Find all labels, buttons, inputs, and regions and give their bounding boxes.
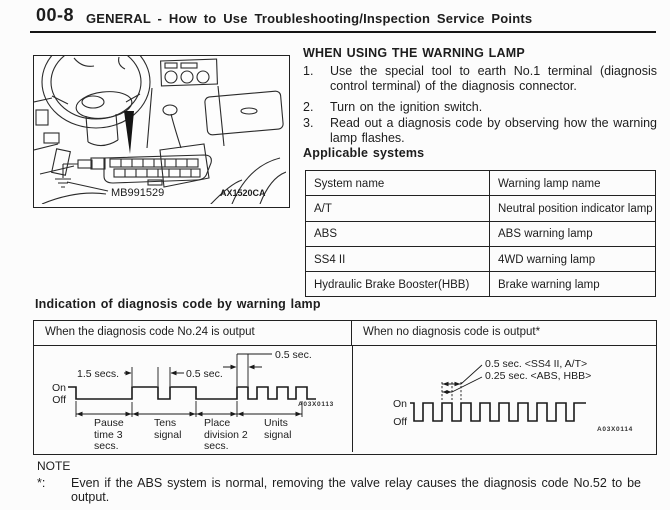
dim-1-5-secs: 1.5 secs. xyxy=(77,368,120,380)
header-rule xyxy=(30,31,656,33)
indication-header-row xyxy=(34,321,656,346)
dim-0-5-sec-ss4: 0.5 sec. <SS4 II, A/T> xyxy=(485,358,588,370)
tens-region-label: Tens signal xyxy=(154,417,182,441)
applicable-systems-table xyxy=(305,170,656,297)
table-row: A/T Neutral position indicator lamp xyxy=(306,196,656,221)
dim-0-5-sec-units: 0.5 sec. xyxy=(275,349,312,361)
page-number: 00-8 xyxy=(36,5,75,25)
off-label: Off xyxy=(393,416,407,428)
note-block xyxy=(37,459,641,504)
right-case-header: When no diagnosis code is output* xyxy=(363,326,541,338)
on-label: On xyxy=(51,382,66,394)
pointer-arrow xyxy=(124,111,134,154)
off-label: Off xyxy=(52,394,66,406)
no-code-waveform xyxy=(353,346,655,452)
table-header-row xyxy=(306,171,656,196)
vehicle-interior-drawing xyxy=(34,56,286,204)
place-division-region-label: Place division 2 secs. xyxy=(204,417,248,452)
step-1-text: Use the special tool to earth No.1 terminal (diagnosis control terminal) of the diagnosis connector. xyxy=(330,64,657,93)
on-label: On xyxy=(392,398,407,410)
instruction-steps xyxy=(303,64,657,146)
dim-0-25-sec-abs: 0.25 sec. <ABS, HBB> xyxy=(485,370,592,382)
table-row: Hydraulic Brake Booster(HBB) Brake warning lamp xyxy=(306,272,656,297)
table-row: ABS ABS warning lamp xyxy=(306,221,656,246)
no-code-waveform-cell xyxy=(353,346,656,452)
table-row: SS4 II 4WD warning lamp xyxy=(306,246,656,271)
illustration-figure-code: AX1520CA xyxy=(220,188,266,198)
step-2 xyxy=(303,100,657,115)
code24-waveform-cell xyxy=(34,346,353,452)
indication-diagram-box xyxy=(33,320,657,455)
note-text: Even if the ABS system is normal, removing the valve relay causes the diagnosis code No.52 to be output. xyxy=(71,476,641,504)
note-heading: NOTE xyxy=(37,459,71,473)
step-3-number: 3. xyxy=(303,116,314,130)
left-case-header: When the diagnosis code No.24 is output xyxy=(34,321,352,345)
step-1-number: 1. xyxy=(303,64,314,78)
right-figure-code: A03X0114 xyxy=(597,426,633,433)
diagnosis-connector-illustration xyxy=(33,55,290,208)
step-3-text: Read out a diagnosis code by observing how the warning lamp flashes. xyxy=(330,116,657,145)
left-figure-code: A03X0113 xyxy=(298,401,334,408)
step-3 xyxy=(303,116,657,146)
step-2-text: Turn on the ignition switch. xyxy=(330,100,483,114)
step-2-number: 2. xyxy=(303,100,314,114)
special-tool-label: MB991529 xyxy=(111,187,165,199)
step-1 xyxy=(303,64,657,94)
pause-region-label: Pause time 3 secs. xyxy=(94,417,124,452)
col-header-lamp: Warning lamp name xyxy=(490,171,656,196)
note-marker: *: xyxy=(37,476,46,490)
units-region-label: Units signal xyxy=(264,417,292,441)
col-header-system: System name xyxy=(306,171,490,196)
warning-lamp-heading: WHEN USING THE WARNING LAMP xyxy=(303,46,525,60)
applicable-systems-heading: Applicable systems xyxy=(303,146,425,160)
page-title: GENERAL - How to Use Troubleshooting/Inspection Service Points xyxy=(86,11,533,26)
dim-0-5-sec-gap: 0.5 sec. xyxy=(186,368,223,380)
indication-heading: Indication of diagnosis code by warning lamp xyxy=(35,297,321,311)
